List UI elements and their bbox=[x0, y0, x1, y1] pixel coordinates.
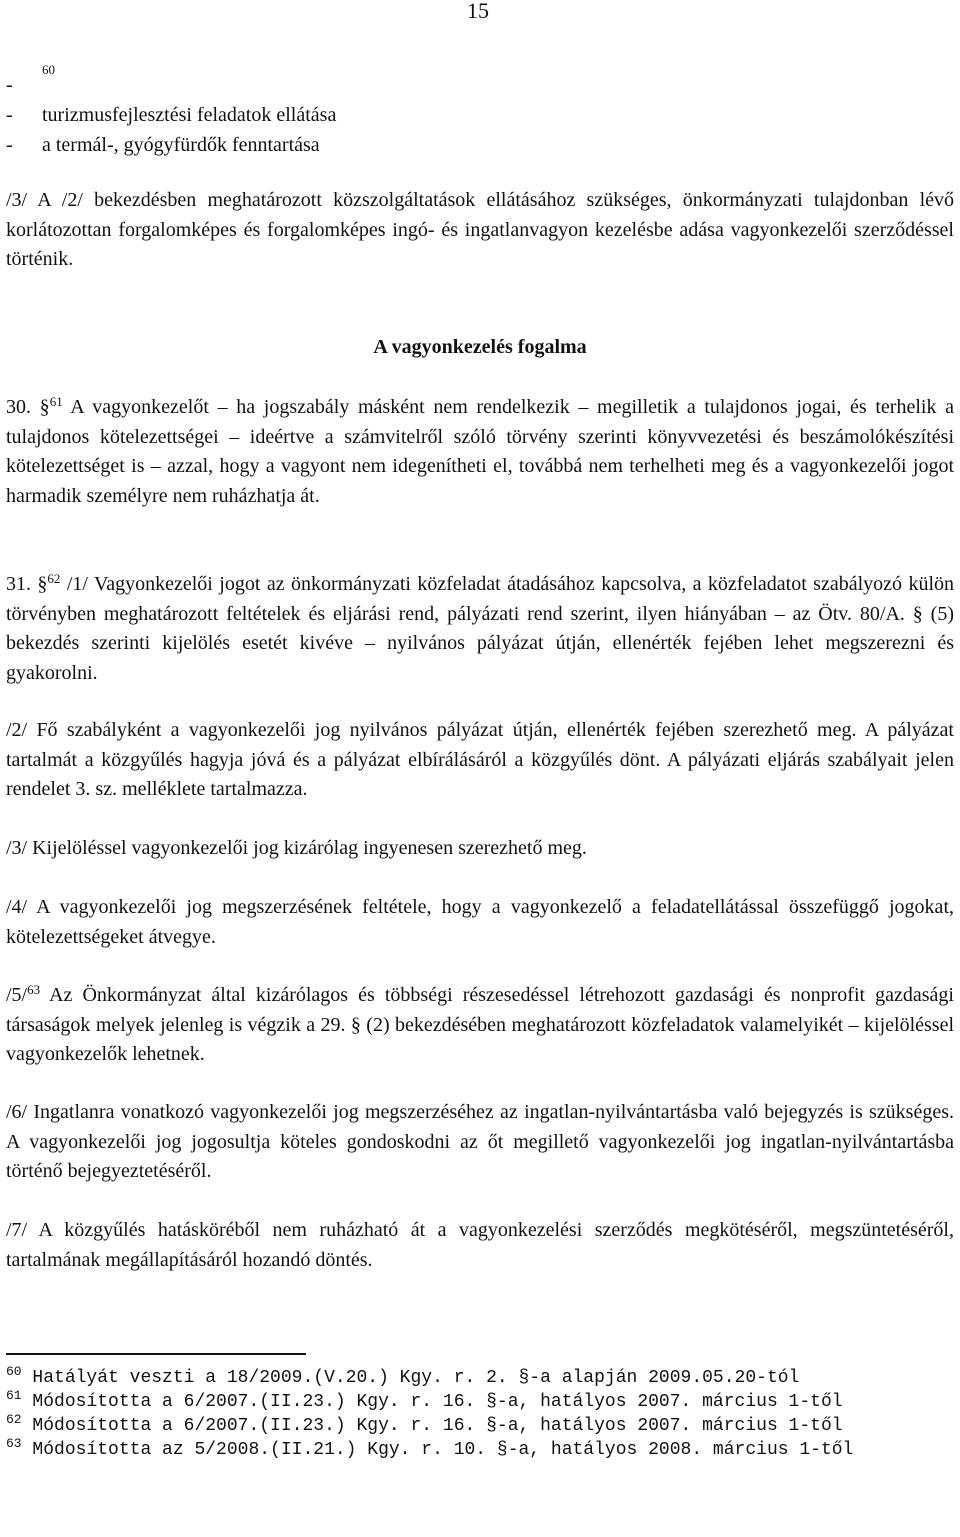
footnote-ref: 63 bbox=[27, 981, 41, 997]
paragraph-text: /2/ Fő szabályként a vagyonkezelői jog nyilvános pályázat útján, ellenérték fejében szerezhető meg. A pályázat tartalmát a közgyűlés hagyja jóvá és a pályázat elbírálásáról a közgyűlés dönt. A pályázati eljárás szabályait jelen rendelet 3. sz. melléklete tartalmazza. bbox=[6, 719, 954, 800]
list-dash: - bbox=[6, 104, 13, 126]
footnote bbox=[6, 1363, 946, 1390]
footnote-number: 61 bbox=[6, 1387, 22, 1403]
footnote-text: Hatályát veszti a 18/2009.(V.20.) Kgy. r. 2. §-a alapján 2009.05.20-tól bbox=[32, 1368, 800, 1388]
section-text: /1/ Vagyonkezelői jogot az önkormányzati közfeladat átadásához kapcsolva, a közfeladatot szabályozó külön törvényben meghatározott feltételek és eljárási rend, pályázati rend szerint, ilyen hiányában – az Ötv. 80/A. § (5) bekezdés szerinti kijelölés esetét kivéve – nyilvános pályázat útján, ellenérték fejében lehet megszerezni és gyakorolni. bbox=[6, 573, 954, 684]
footnote-ref: 61 bbox=[49, 393, 63, 409]
list-item bbox=[6, 130, 946, 160]
section-31-p3 bbox=[6, 834, 954, 864]
footnote-text: Módosította a 6/2007.(II.23.) Kgy. r. 16. §-a, hatályos 2007. március 1-től bbox=[32, 1392, 843, 1412]
list-item-text: a termál-, gyógyfürdők fenntartása bbox=[42, 134, 320, 156]
paragraph-prefix: /5/ bbox=[6, 984, 28, 1006]
footnote bbox=[6, 1387, 946, 1414]
section-number: 31. § bbox=[6, 573, 48, 595]
list-item bbox=[6, 100, 946, 130]
paragraph-text: Az Önkormányzat által kizárólagos és többségi részesedéssel létrehozott gazdasági és nonprofit gazdasági társaságok melyek jelenleg is végzik a 29. § (2) bekezdésében meghatározott közfeladatok valamelyikét – kijelöléssel vagyonkezelők lehetnek. bbox=[6, 984, 954, 1065]
paragraph-3 bbox=[6, 186, 954, 275]
footnote-number: 60 bbox=[6, 1363, 22, 1379]
section-31-p1 bbox=[6, 570, 954, 688]
section-text: A vagyonkezelőt – ha jogszabály másként nem rendelkezik – megilletik a tulajdonos jogai, és terhelik a tulajdonos kötelezettségei – ideértve a számvitelről szóló törvény szerinti könyvvezetési és beszámolókészítési kötelezettséget is – azzal, hogy a vagyont nem idegenítheti el, továbbá nem terhelheti meg és a vagyonkezelői jogot harmadik személyre nem ruházhatja át. bbox=[6, 396, 955, 507]
section-31-p2 bbox=[6, 716, 954, 805]
section-31-p6 bbox=[6, 1098, 954, 1187]
footnote-text: Módosította a 6/2007.(II.23.) Kgy. r. 16. §-a, hatályos 2007. március 1-től bbox=[32, 1416, 843, 1436]
paragraph-text: /3/ Kijelöléssel vagyonkezelői jog kizárólag ingyenesen szerezhető meg. bbox=[6, 837, 587, 859]
footnote-ref: 62 bbox=[47, 570, 61, 586]
paragraph-text: /4/ A vagyonkezelői jog megszerzésének feltétele, hogy a vagyonkezelő a feladatellátással összefüggő jogokat, kötelezettségeket átvegye. bbox=[6, 896, 954, 948]
footnote-number: 62 bbox=[6, 1411, 22, 1427]
list-item bbox=[6, 62, 946, 100]
list-dash: - bbox=[6, 74, 13, 96]
section-31-p5 bbox=[6, 981, 954, 1070]
footnote-ref: 60 bbox=[42, 62, 55, 77]
section-number: 30. § bbox=[6, 396, 50, 418]
footnote-text: Módosította az 5/2008.(II.21.) Kgy. r. 10. §-a, hatályos 2008. március 1-től bbox=[32, 1440, 854, 1460]
list-item-text: turizmusfejlesztési feladatok ellátása bbox=[42, 104, 337, 126]
section-heading: A vagyonkezelés fogalma bbox=[373, 336, 587, 358]
footnote-divider bbox=[6, 1353, 306, 1355]
footnote-number: 63 bbox=[6, 1435, 22, 1451]
section-31-p4 bbox=[6, 893, 954, 952]
list-dash: - bbox=[6, 134, 13, 156]
page-number: 15 bbox=[467, 0, 489, 23]
section-31-p7 bbox=[6, 1216, 954, 1275]
footnote bbox=[6, 1411, 946, 1438]
paragraph-text: /7/ A közgyűlés hatásköréből nem ruházható át a vagyonkezelési szerződés megkötéséről, megszüntetéséről, tartalmának megállapításáról hozandó döntés. bbox=[6, 1219, 954, 1271]
paragraph-text: /3/ A /2/ bekezdésben meghatározott közszolgáltatások ellátásához szükséges, önkormányzati tulajdonban lévő korlátozottan forgalomképes és forgalomképes ingó- és ingatlanvagyon kezelésbe adása vagyonkezelői szerződéssel történik. bbox=[6, 189, 954, 270]
footnotes bbox=[6, 1363, 946, 1462]
dash-list bbox=[6, 62, 946, 160]
paragraph-text: /6/ Ingatlanra vonatkozó vagyonkezelői jog megszerzéséhez az ingatlan-nyilvántartásba való bejegyzés is szükséges. A vagyonkezelői jog jogosultja köteles gondoskodni az őt megillető vagyonkezelői jog ingatlan-nyilvántartásba történő bejegyeztetéséről. bbox=[6, 1101, 954, 1182]
section-30 bbox=[6, 393, 954, 511]
footnote bbox=[6, 1435, 946, 1462]
